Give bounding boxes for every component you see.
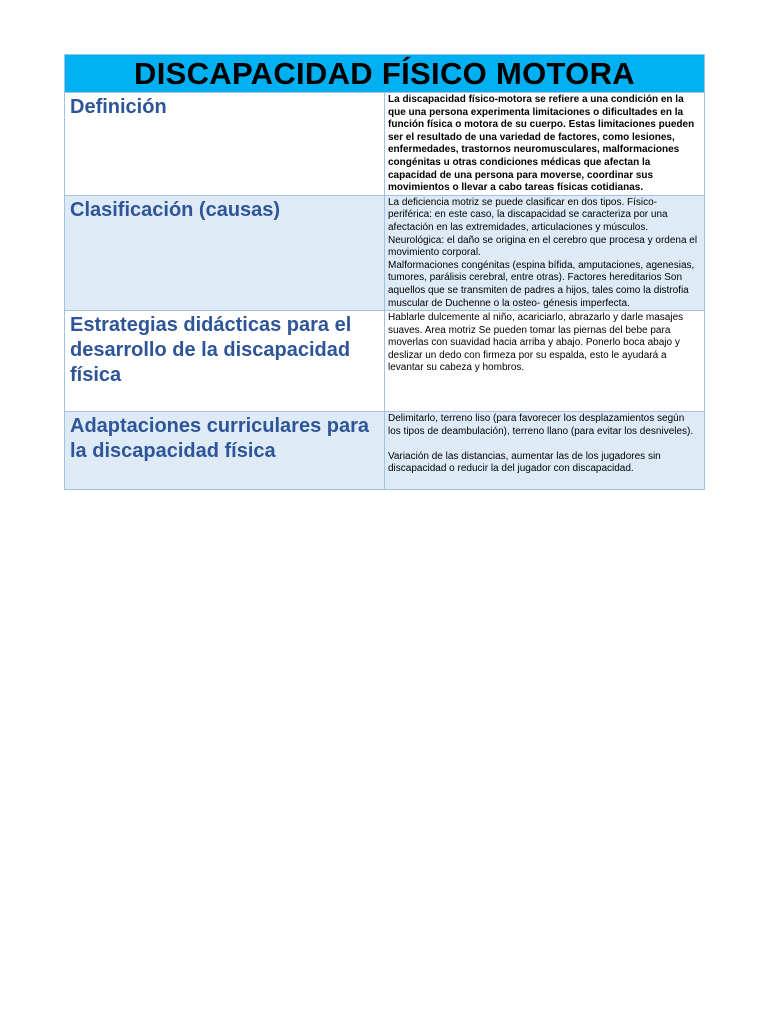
row-label-adaptaciones: Adaptaciones curriculares para la discapacidad física (70, 415, 370, 463)
row-content-cell (385, 195, 705, 310)
document-title: DISCAPACIDAD FÍSICO MOTORA (134, 56, 635, 91)
table-row-estrategias (65, 311, 705, 412)
table-row-clasificacion (65, 195, 705, 310)
row-label-cell (65, 195, 385, 310)
row-label-cell (65, 93, 385, 196)
row-content-cell (385, 93, 705, 196)
row-label-cell (65, 311, 385, 412)
row-content-adaptaciones: Delimitarlo, terreno liso (para favorecer los desplazamientos según los tipos de deambulación), terreno llano (para evitar los desniveles). Variación de las distancias, aumentar las de los jugadores sin discapacidad o reducir la del jugador con discapacidad. (388, 413, 694, 475)
row-content-cell (385, 412, 705, 490)
row-content-estrategias: Hablarle dulcemente al niño, acariciarlo, abrazarlo y darle masajes suaves. Area motriz Se pueden tomar las piernas del bebe para moverlas con suavidad hacia arriba y abajo. Ponerlo boca abajo y deslizar un dedo con firmeza por su espalda, esto le ayudará a levantar su cabeza y hombros. (388, 312, 684, 374)
table-row-adaptaciones (65, 412, 705, 490)
row-label-estrategias: Estrategias didácticas para el desarrollo de la discapacidad física (70, 314, 352, 387)
title-row (65, 55, 705, 93)
row-label-clasificacion: Clasificación (causas) (70, 198, 281, 221)
row-content-clasificacion: La deficiencia motriz se puede clasificar en dos tipos. Físico-periférica: en este caso, la discapacidad se caracteriza por una afectación en las extremidades, articulaciones y músculos. Neurológica: el daño se origina en el cerebro que procesa y ordena el movimiento corporal. Malformaciones congénitas (espina bífida, amputaciones, agenesias, tumores, parálisis cerebral, entre otras). Factores hereditarios Son aquellos que se transmiten de padres a hijos, tales como la distrofia muscular de Duchenne o la osteo- génesis imperfecta. (388, 196, 698, 309)
row-label-cell (65, 412, 385, 490)
document-table (64, 54, 705, 490)
row-label-definicion: Definición (70, 96, 167, 118)
row-content-cell (385, 311, 705, 412)
title-cell (65, 55, 705, 93)
table-row-definicion (65, 93, 705, 196)
row-content-definicion: La discapacidad físico-motora se refiere a una condición en la que una persona experimenta limitaciones o dificultades en la función física o motora de su cuerpo. Estas limitaciones pueden ser el resultado de una variedad de factores, como lesiones, enfermedades, trastornos neuromusculares, malformaciones congénitas u otras condiciones médicas que afectan la capacidad de una persona para moverse, coordinar sus movimientos o llevar a cabo tareas físicas cotidianas. (388, 94, 695, 194)
